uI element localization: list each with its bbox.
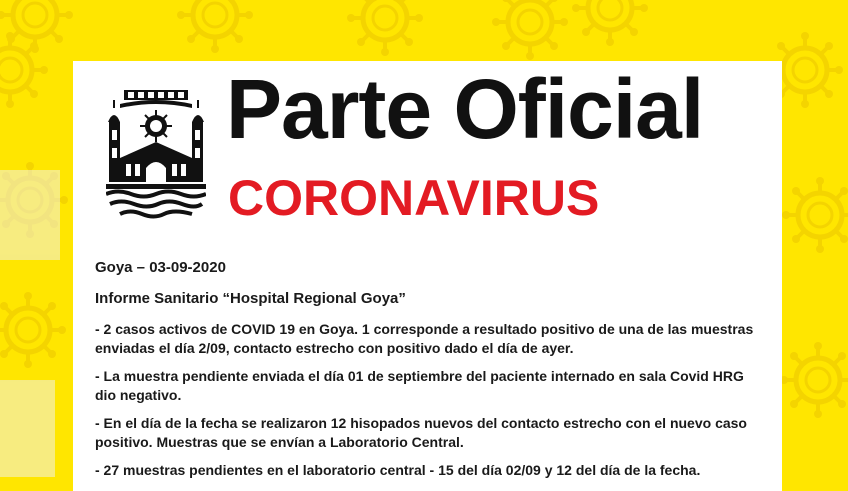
report-date: Goya – 03-09-2020 — [95, 259, 226, 276]
page-subtitle: CORONAVIRUS — [228, 170, 600, 226]
municipal-crest-icon — [106, 86, 206, 226]
report-body — [95, 258, 763, 489]
report-paragraph: - 2 casos activos de COVID 19 en Goya. 1 corresponde a resultado positivo de una de las muestras enviadas el día 2/09, contacto estrecho con positivo dado el día de ayer. — [95, 321, 754, 356]
report-paragraph: - La muestra pendiente enviada el día 01 de septiembre del paciente internado en sala Covid HRG dio negativo. — [95, 368, 744, 403]
official-report-sheet — [73, 61, 782, 491]
page-title: Parte Oficial — [226, 62, 704, 156]
report-paragraph: - En el día de la fecha se realizaron 12 hisopados nuevos del contacto estrecho con el nuevo caso positivo. Muestras que se envían a Laboratorio Central. — [95, 415, 747, 450]
report-title: Informe Sanitario “Hospital Regional Goya” — [95, 290, 406, 307]
report-paragraph: - 27 muestras pendientes en el laboratorio central - 15 del día 02/09 y 12 del día de la fecha. — [95, 462, 701, 478]
